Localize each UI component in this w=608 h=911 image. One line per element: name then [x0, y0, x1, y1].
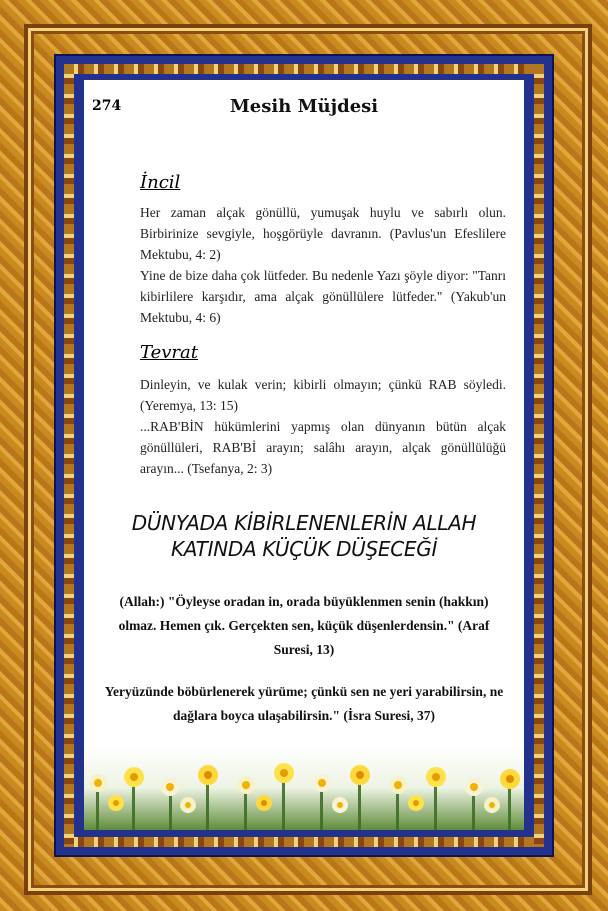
section-heading-tevrat: Tevrat: [140, 342, 198, 363]
daffodil-flowers-image: [84, 745, 524, 830]
chapter-title-line-2: KATINDA KÜÇÜK DÜŞECEĞİ: [170, 537, 438, 561]
paragraph-incil-2: Yine de bize daha çok lütfeder. Bu nedenle Yazı şöyle diyor: "Tanrı kibirlilere karşıdır, ama alçak gönüllülere lütfeder." (Yakub'un Mektubu, 4: 6): [140, 268, 506, 325]
page-content: [84, 80, 524, 830]
paragraph-tevrat-1: Dinleyin, ve kulak verin; kibirli olmayın; çünkü RAB söyledi. (Yeremya, 13: 15): [140, 377, 506, 413]
running-title: Mesih Müjdesi: [229, 96, 379, 117]
chapter-title-line-1: DÜNYADA KİBİRLENENLERİN ALLAH: [131, 511, 477, 535]
verse-isra: Yeryüzünde böbürlenerek yürüme; çünkü sen ne yeri yarabilirsin, ne dağlara boyca ulaşabilirsin." (İsra Suresi, 37): [104, 684, 504, 723]
gold-vine-border-left: [64, 64, 74, 847]
gold-vine-border-bottom: [64, 837, 544, 847]
chapter-title: [84, 510, 524, 562]
paragraph-incil-1: Her zaman alçak gönüllü, yumuşak huylu ve sabırlı olun. Birbirinize sevgiyle, hoşgörüyle davranın. (Pavlus'un Efeslilere Mektubu, 4: 2): [140, 205, 506, 262]
page-header: [84, 90, 524, 120]
gold-vine-border-top: [64, 64, 544, 74]
page-number: 274: [92, 98, 122, 114]
gold-vine-border-right: [534, 64, 544, 847]
verse-araf: (Allah:) "Öyleyse oradan in, orada büyüklenmen senin (hakkın) olmaz. Hemen çık. Gerçekten sen, küçük düşenlerdensin." (Araf Suresi, 13): [118, 594, 490, 657]
section-heading-incil: İncil: [140, 172, 181, 193]
paragraph-tevrat-2: ...RAB'BİN hükümlerini yapmış olan dünyanın bütün alçak gönüllüleri, RAB'Bİ arayın; salâhı arayın, alçak gönüllülüğü arayın... (Tsefanya, 2: 3): [140, 419, 506, 476]
